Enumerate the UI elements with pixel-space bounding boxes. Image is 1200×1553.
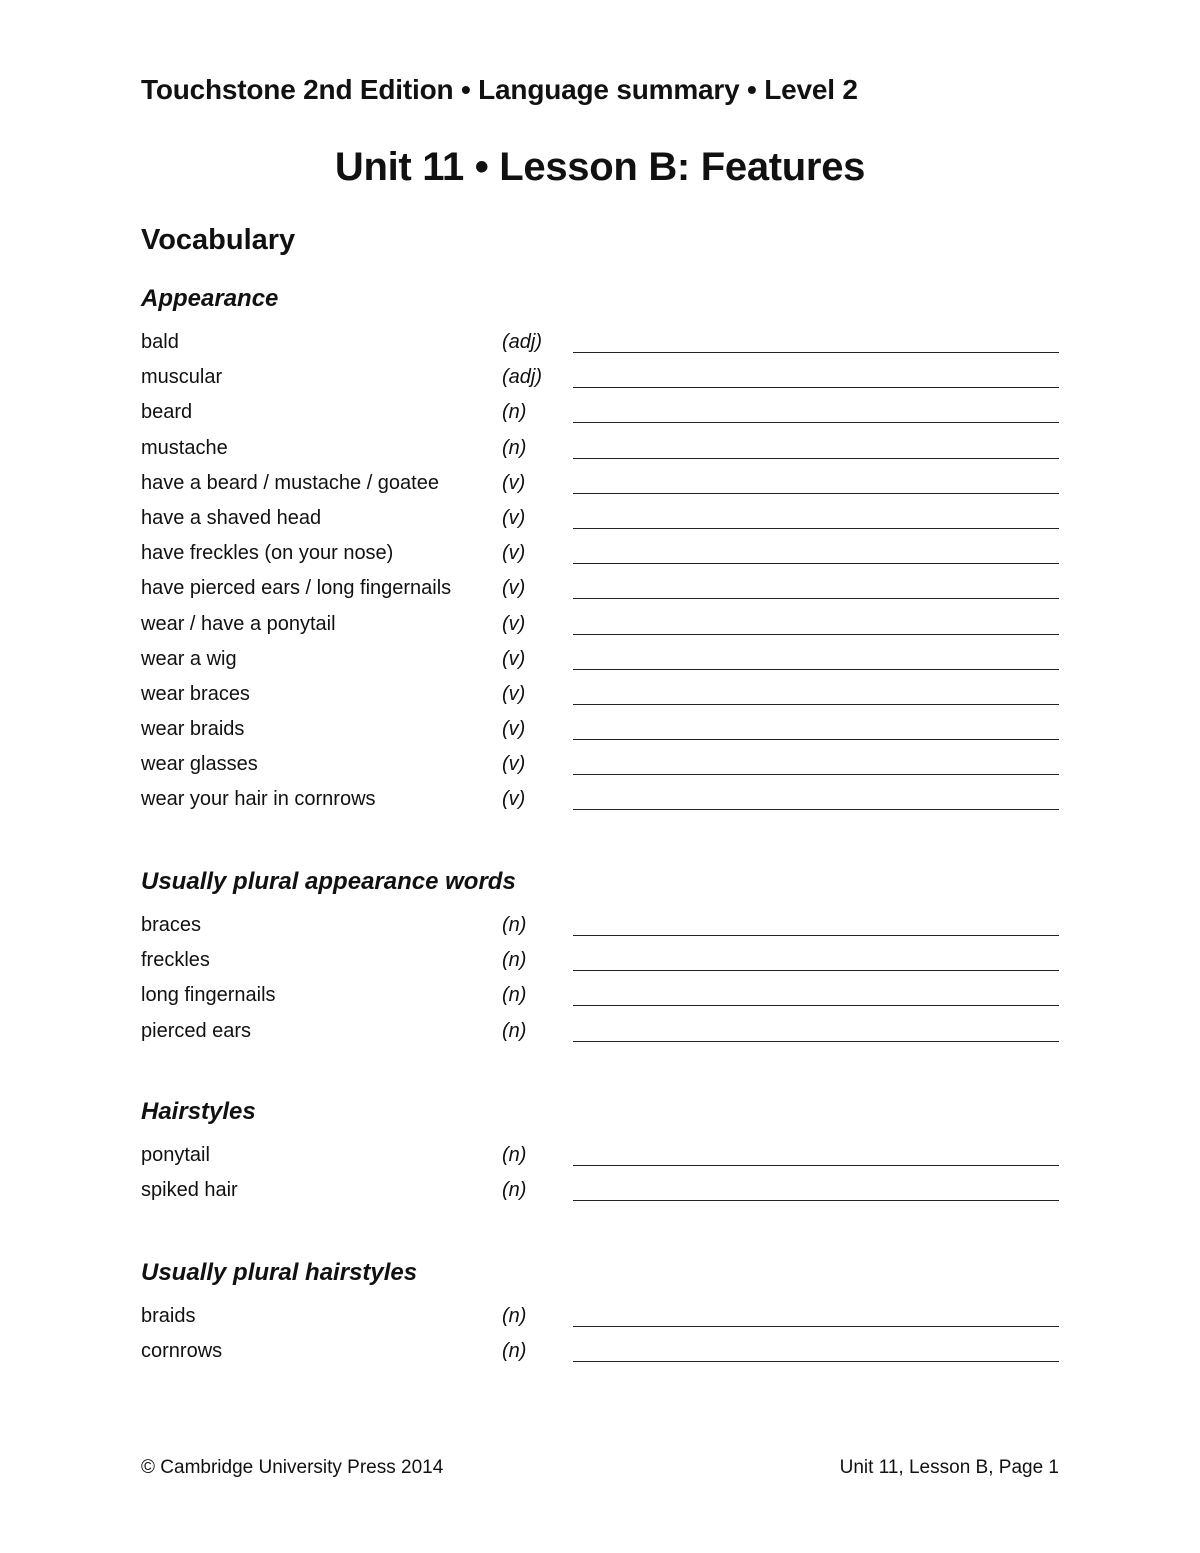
- category-usually-plural-hairstyles: [141, 1256, 1059, 1372]
- answer-write-line[interactable]: [573, 669, 1059, 670]
- vocab-term: have a beard / mustache / goatee: [141, 471, 439, 494]
- category-hairstyles: [141, 1095, 1059, 1211]
- answer-write-line[interactable]: [573, 422, 1059, 423]
- vocab-term: wear braids: [141, 718, 245, 741]
- answer-write-line[interactable]: [573, 598, 1059, 599]
- vocab-term: have pierced ears / long fingernails: [141, 577, 452, 600]
- answer-write-line[interactable]: [573, 387, 1059, 388]
- answer-write-line[interactable]: [573, 493, 1059, 494]
- vocab-term: have freckles (on your nose): [141, 542, 394, 565]
- answer-write-line[interactable]: [573, 1005, 1059, 1006]
- vocab-row: [141, 750, 1059, 785]
- vocab-term: bald: [141, 331, 179, 353]
- part-of-speech: (n): [502, 1340, 527, 1363]
- part-of-speech: (n): [502, 1179, 527, 1202]
- answer-write-line[interactable]: [573, 563, 1059, 564]
- category-heading: Usually plural appearance words: [141, 868, 516, 895]
- vocab-term: have a shaved head: [141, 506, 322, 529]
- part-of-speech: (v): [502, 753, 526, 776]
- series-header: Touchstone 2nd Edition • Language summary • Level 2: [141, 74, 858, 105]
- worksheet-page: [141, 0, 1059, 1553]
- vocab-list: [141, 328, 1059, 821]
- part-of-speech: (adj): [502, 331, 543, 353]
- answer-write-line[interactable]: [573, 458, 1059, 459]
- vocab-term: wear a wig: [141, 647, 237, 670]
- vocab-list: [141, 1141, 1059, 1211]
- vocab-row: [141, 434, 1059, 469]
- part-of-speech: (adj): [502, 366, 543, 389]
- vocab-row: [141, 911, 1059, 946]
- vocab-row: [141, 574, 1059, 609]
- vocab-term: freckles: [141, 949, 210, 972]
- category-usually-plural-appearance-words: [141, 865, 1059, 1052]
- category-heading: Hairstyles: [141, 1098, 256, 1125]
- part-of-speech: (n): [502, 914, 527, 936]
- vocab-row: [141, 504, 1059, 539]
- vocab-row: [141, 539, 1059, 574]
- vocab-row: [141, 1141, 1059, 1176]
- footer-copyright: © Cambridge University Press 2014: [141, 1457, 444, 1478]
- answer-write-line[interactable]: [573, 528, 1059, 529]
- vocab-term: pierced ears: [141, 1019, 252, 1042]
- category-heading: Appearance: [141, 285, 279, 312]
- lesson-title: Unit 11 • Lesson B: Features: [334, 145, 866, 189]
- vocab-term: mustache: [141, 436, 228, 459]
- vocab-term: wear / have a ponytail: [141, 612, 336, 635]
- vocab-term: spiked hair: [141, 1179, 238, 1202]
- vocab-row: [141, 469, 1059, 504]
- vocab-row: [141, 981, 1059, 1016]
- vocab-term: ponytail: [141, 1144, 210, 1166]
- answer-write-line[interactable]: [573, 1361, 1059, 1362]
- section-heading-vocabulary: Vocabulary: [141, 224, 296, 256]
- vocab-term: braids: [141, 1305, 196, 1327]
- category-heading: Usually plural hairstyles: [141, 1259, 418, 1286]
- vocab-term: muscular: [141, 366, 223, 389]
- category-appearance: [141, 282, 1059, 821]
- vocab-row: [141, 610, 1059, 645]
- vocab-row: [141, 363, 1059, 398]
- vocab-row: [141, 1017, 1059, 1052]
- vocab-row: [141, 398, 1059, 433]
- answer-write-line[interactable]: [573, 634, 1059, 635]
- part-of-speech: (v): [502, 682, 526, 705]
- part-of-speech: (n): [502, 1019, 527, 1042]
- answer-write-line[interactable]: [573, 739, 1059, 740]
- vocab-term: long fingernails: [141, 984, 276, 1007]
- answer-write-line[interactable]: [573, 809, 1059, 810]
- part-of-speech: (v): [502, 612, 526, 635]
- vocab-row: [141, 946, 1059, 981]
- part-of-speech: (v): [502, 647, 526, 670]
- part-of-speech: (n): [502, 949, 527, 972]
- part-of-speech: (v): [502, 788, 526, 811]
- part-of-speech: (n): [502, 401, 527, 424]
- vocab-row: [141, 328, 1059, 363]
- part-of-speech: (v): [502, 471, 526, 494]
- vocab-row: [141, 1302, 1059, 1337]
- part-of-speech: (v): [502, 506, 526, 529]
- vocab-row: [141, 785, 1059, 820]
- answer-write-line[interactable]: [573, 935, 1059, 936]
- vocab-term: cornrows: [141, 1340, 223, 1363]
- answer-write-line[interactable]: [573, 1326, 1059, 1327]
- part-of-speech: (v): [502, 577, 526, 600]
- vocab-list: [141, 911, 1059, 1052]
- part-of-speech: (n): [502, 1144, 527, 1166]
- answer-write-line[interactable]: [573, 970, 1059, 971]
- answer-write-line[interactable]: [573, 1200, 1059, 1201]
- vocab-term: beard: [141, 401, 193, 424]
- answer-write-line[interactable]: [573, 1041, 1059, 1042]
- answer-write-line[interactable]: [573, 352, 1059, 353]
- vocab-row: [141, 1176, 1059, 1211]
- vocab-term: wear glasses: [141, 753, 258, 776]
- vocab-row: [141, 645, 1059, 680]
- answer-write-line[interactable]: [573, 774, 1059, 775]
- vocab-row: [141, 715, 1059, 750]
- vocab-term: braces: [141, 914, 202, 936]
- footer-page-reference: Unit 11, Lesson B, Page 1: [839, 1457, 1059, 1478]
- answer-write-line[interactable]: [573, 1165, 1059, 1166]
- vocab-row: [141, 680, 1059, 715]
- vocab-term: wear your hair in cornrows: [141, 788, 376, 811]
- answer-write-line[interactable]: [573, 704, 1059, 705]
- part-of-speech: (n): [502, 1305, 527, 1327]
- vocab-term: wear braces: [141, 682, 250, 705]
- vocab-list: [141, 1302, 1059, 1372]
- part-of-speech: (v): [502, 718, 526, 741]
- part-of-speech: (n): [502, 984, 527, 1007]
- vocab-row: [141, 1337, 1059, 1372]
- part-of-speech: (n): [502, 436, 527, 459]
- part-of-speech: (v): [502, 542, 526, 565]
